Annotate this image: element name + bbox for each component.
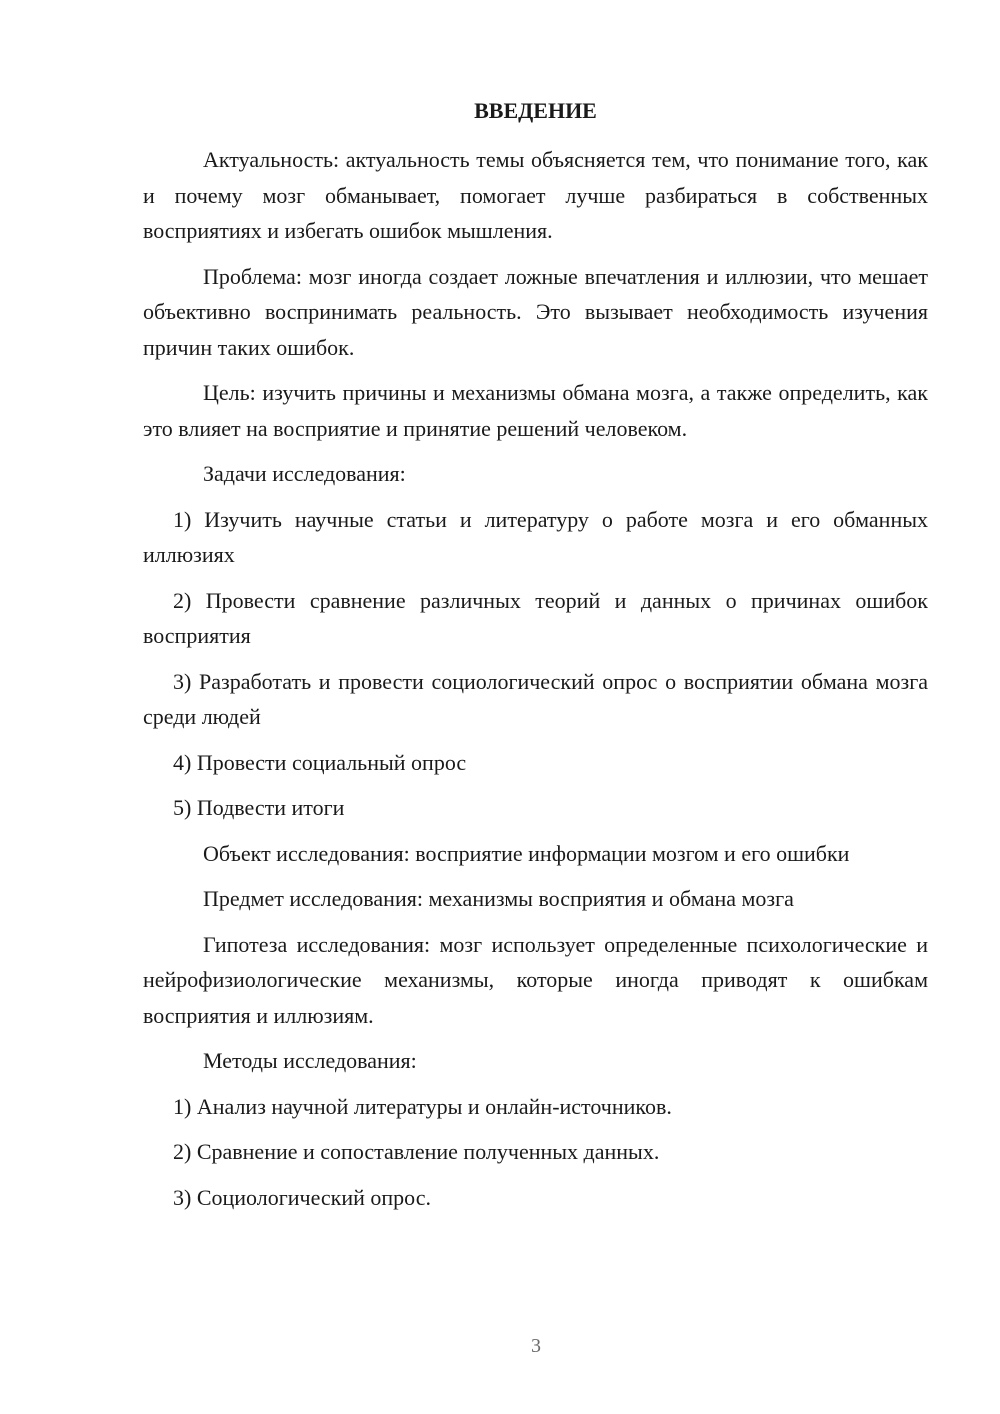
- subject-paragraph: Предмет исследования: механизмы восприятия и обмана мозга: [203, 886, 794, 911]
- section-body: [143, 142, 928, 1225]
- task-item-5: 5) Подвести итоги: [173, 795, 345, 820]
- problem-paragraph: Проблема: мозг иногда создает ложные впечатления и иллюзии, что мешает объективно воспринимать реальность. Это вызывает необходимость изучения причин таких ошибок.: [143, 263, 928, 360]
- object-paragraph: Объект исследования: восприятие информации мозгом и его ошибки: [203, 840, 850, 866]
- hypothesis-paragraph: Гипотеза исследования: мозг использует определенные психологические и нейрофизиологические механизмы, которые иногда приводят к ошибкам восприятия и иллюзиям.: [143, 931, 928, 1028]
- method-item-3: 3) Социологический опрос.: [173, 1184, 431, 1210]
- methods-title: Методы исследования:: [203, 1048, 417, 1073]
- tasks-title: Задачи исследования:: [203, 461, 406, 486]
- task-item-4: 4) Провести социальный опрос: [173, 749, 467, 775]
- section-heading: ВВЕДЕНИЕ: [474, 98, 597, 123]
- task-item-3: 3) Разработать и провести социологический опрос о восприятии обмана мозга среди людей: [143, 668, 928, 729]
- task-item-1: 1) Изучить научные статьи и литературу о работе мозга и его обманных иллюзиях: [143, 506, 928, 567]
- relevance-paragraph: Актуальность: актуальность темы объясняется тем, что понимание того, как и почему мозг обманывает, помогает лучше разбираться в собственных восприятиях и избегать ошибок мышления.: [143, 147, 928, 243]
- page-number: 3: [531, 1335, 541, 1357]
- method-item-1: 1) Анализ научной литературы и онлайн-источников.: [173, 1093, 672, 1119]
- goal-paragraph: Цель: изучить причины и механизмы обмана мозга, а также определить, как это влияет на восприятие и принятие решений человеком.: [143, 380, 928, 441]
- task-item-2: 2) Провести сравнение различных теорий и данных о причинах ошибок восприятия: [143, 587, 928, 648]
- method-item-2: 2) Сравнение и сопоставление полученных данных.: [173, 1139, 660, 1164]
